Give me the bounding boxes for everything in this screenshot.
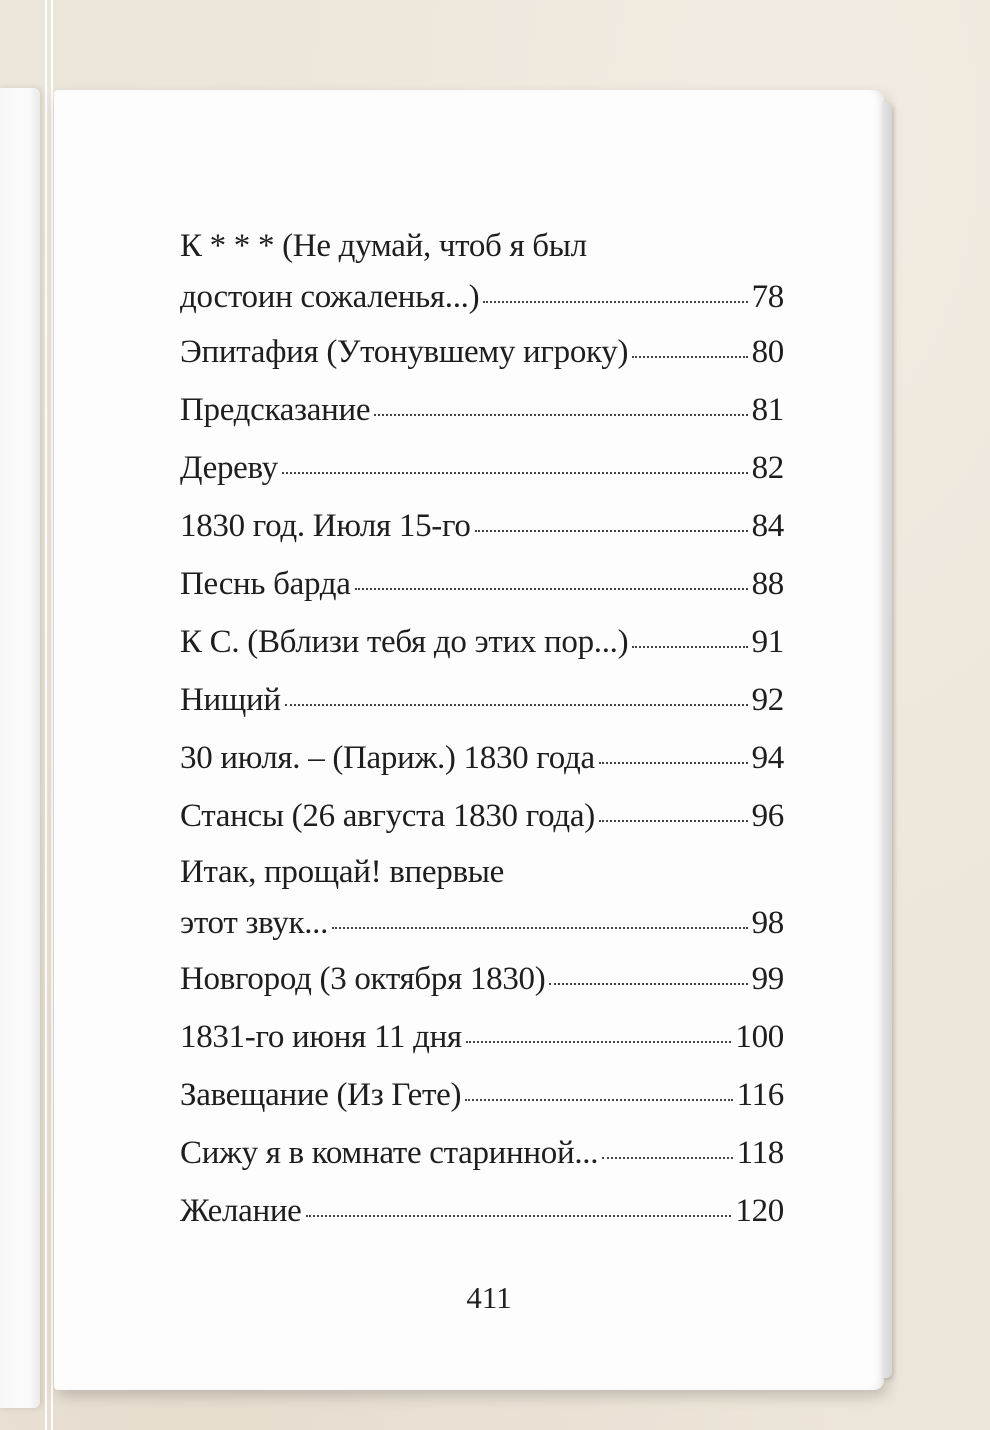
toc-entry-title: этот звук... [180, 905, 329, 941]
dot-leader [602, 1157, 732, 1159]
toc-entry-page: 81 [751, 392, 784, 428]
toc-entry-title-line1: Итак, прощай! впервые [180, 854, 504, 890]
toc-entry-title: Нищий [180, 682, 281, 718]
dot-leader [466, 1041, 732, 1043]
toc-entry [180, 1021, 784, 1054]
toc-entry [180, 684, 784, 717]
dot-leader [599, 762, 748, 764]
toc-entry [180, 568, 784, 601]
toc-entry-title-line1: К * * * (Не думай, чтоб я был [180, 228, 587, 264]
toc-entry-title: Завещание (Из Гете) [180, 1077, 462, 1113]
guide-line-left [45, 0, 47, 1430]
dot-leader [332, 927, 748, 929]
dot-leader [632, 646, 747, 648]
dot-leader [374, 414, 747, 416]
toc-entry [180, 1137, 784, 1170]
toc-entry-title: 1830 год. Июля 15-го [180, 508, 471, 544]
left-page-edge [0, 88, 40, 1408]
toc-entry [180, 336, 784, 369]
toc-entry [180, 394, 784, 427]
toc-entry-title: 30 июля. – (Париж.) 1830 года [180, 740, 595, 776]
toc-entry-page: 78 [751, 279, 784, 315]
dot-leader [465, 1099, 732, 1101]
toc-entry [180, 230, 784, 314]
toc-entry-page: 80 [751, 334, 784, 370]
toc-entry [180, 742, 784, 775]
toc-entry-title: 1831-го июня 11 дня [180, 1019, 462, 1055]
toc-entry [180, 963, 784, 996]
toc-entry-title: К С. (Вблизи тебя до этих пор...) [180, 624, 629, 660]
toc-entry [180, 856, 784, 940]
dot-leader [483, 301, 747, 303]
toc-entry-page: 84 [751, 508, 784, 544]
toc-entry-title: Эпитафия (Утонувшему игроку) [180, 334, 629, 370]
toc-entry-title: Песнь барда [180, 566, 351, 602]
toc-entry-title: Дереву [180, 450, 278, 486]
toc-entry-page: 82 [751, 450, 784, 486]
toc-entry-page: 98 [751, 905, 784, 941]
toc-entry-page: 94 [751, 740, 784, 776]
dot-leader [599, 820, 748, 822]
guide-line-right [51, 0, 53, 1430]
toc-entry [180, 1195, 784, 1228]
toc-entry [180, 626, 784, 659]
toc-entry-title: Желание [180, 1193, 302, 1229]
dot-leader [306, 1215, 732, 1217]
toc-entry-page: 99 [751, 961, 784, 997]
page-number: 411 [466, 1280, 512, 1315]
toc-entry-title: Новгород (3 октября 1830) [180, 961, 546, 997]
toc-entry-page: 96 [751, 798, 784, 834]
dot-leader [355, 588, 748, 590]
toc-entry-title: Стансы (26 августа 1830 года) [180, 798, 595, 834]
toc-entry [180, 1079, 784, 1112]
toc-entry-page: 116 [736, 1077, 784, 1113]
dot-leader [282, 472, 748, 474]
toc-entry-page: 88 [751, 566, 784, 602]
dot-leader [285, 704, 748, 706]
dot-leader [549, 983, 747, 985]
toc-entry-page: 91 [751, 624, 784, 660]
dot-leader [632, 356, 747, 358]
book-page [54, 90, 884, 1390]
page-stack-edge [882, 102, 892, 1378]
toc-entry [180, 800, 784, 833]
toc-entry-page: 118 [736, 1135, 784, 1171]
toc-entry-page: 92 [751, 682, 784, 718]
toc-entry-title: Предсказание [180, 392, 371, 428]
toc-entry [180, 510, 784, 543]
toc-entry-title: достоин сожаленья...) [180, 279, 480, 315]
dot-leader [475, 530, 748, 532]
toc-entry-page: 100 [735, 1019, 784, 1055]
toc-entry-page: 120 [735, 1193, 784, 1229]
toc-entry [180, 452, 784, 485]
toc-entry-title: Сижу я в комнате старинной... [180, 1135, 599, 1171]
